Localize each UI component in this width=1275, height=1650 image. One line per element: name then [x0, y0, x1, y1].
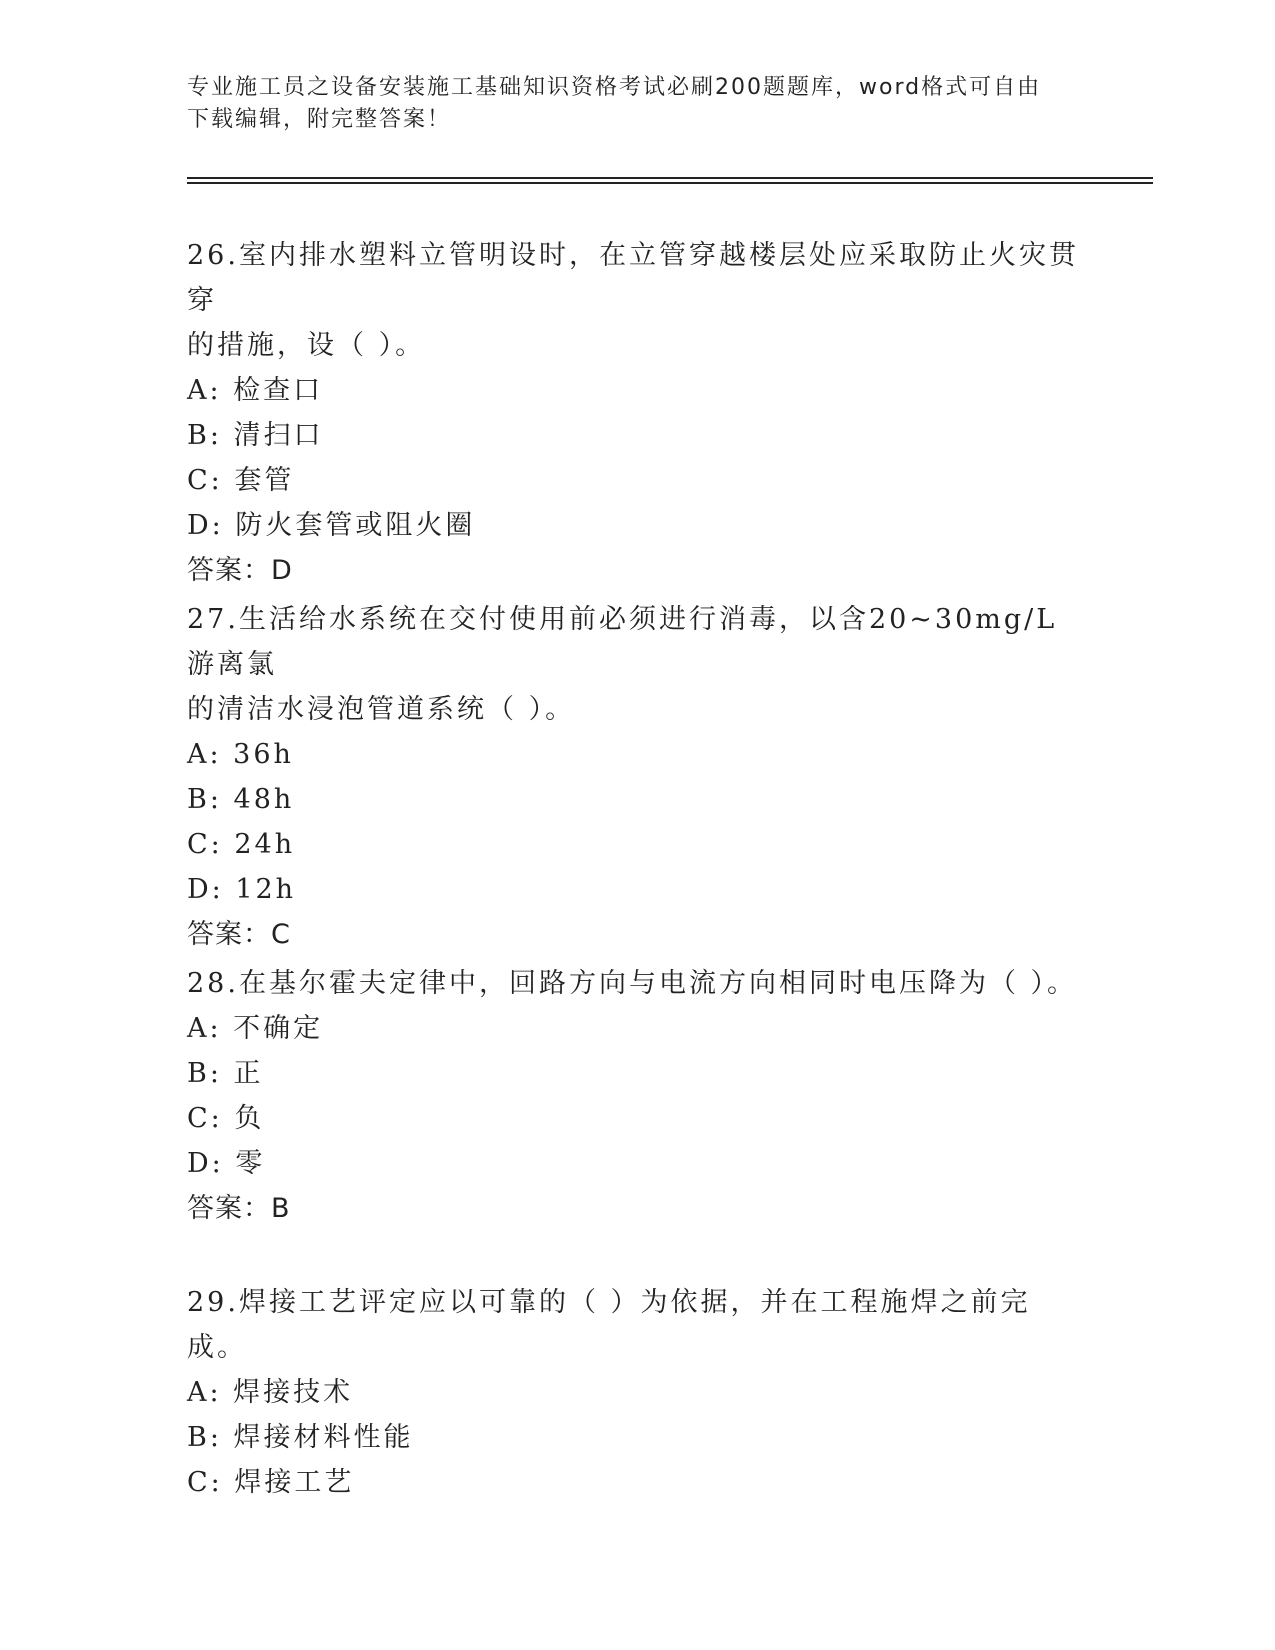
- question-text-continued: 的措施，设（ ）。: [187, 330, 426, 361]
- option-a: A: 36h: [187, 739, 294, 770]
- answer: 答案：D: [187, 555, 293, 586]
- question-text: 26.室内排水塑料立管明设时，在立管穿越楼层处应采取防止火灾贯穿: [187, 240, 1079, 316]
- question-28: [187, 961, 1087, 1232]
- option-d: D: 防火套管或阻火圈: [187, 510, 476, 541]
- question-text-continued: 的清洁水浸泡管道系统（ ）。: [187, 694, 576, 725]
- header-line-2: 下载编辑，附完整答案！: [187, 107, 452, 132]
- option-c: C: 焊接工艺: [187, 1467, 355, 1498]
- option-b: B: 正: [187, 1058, 264, 1089]
- header-line-1: 专业施工员之设备安装施工基础知识资格考试必刷200题题库，word格式可自由: [187, 75, 1042, 100]
- option-a: A: 不确定: [187, 1013, 324, 1044]
- question-26: [187, 233, 1087, 594]
- option-c: C: 24h: [187, 829, 296, 860]
- header-divider-top: [187, 177, 1153, 179]
- option-b: B: 清扫口: [187, 420, 324, 451]
- option-b: B: 焊接材料性能: [187, 1422, 414, 1453]
- option-a: A: 焊接技术: [187, 1377, 354, 1408]
- answer: 答案：B: [187, 1193, 291, 1224]
- answer: 答案：C: [187, 919, 291, 950]
- question-29: [187, 1280, 1087, 1505]
- option-d: D: 零: [187, 1148, 266, 1179]
- question-text: 28.在基尔霍夫定律中，回路方向与电流方向相同时电压降为（ ）。: [187, 968, 1078, 999]
- document-header: [187, 72, 1067, 136]
- option-c: C: 负: [187, 1103, 265, 1134]
- header-divider-bottom: [187, 182, 1153, 184]
- option-c: C: 套管: [187, 465, 295, 496]
- question-27: [187, 597, 1087, 958]
- option-d: D: 12h: [187, 874, 297, 905]
- question-text: 27.生活给水系统在交付使用前必须进行消毒，以含20~30mg/L游离氯: [187, 604, 1058, 680]
- option-b: B: 48h: [187, 784, 295, 815]
- option-a: A: 检查口: [187, 375, 324, 406]
- question-text: 29.焊接工艺评定应以可靠的（ ）为依据，并在工程施焊之前完成。: [187, 1287, 1031, 1363]
